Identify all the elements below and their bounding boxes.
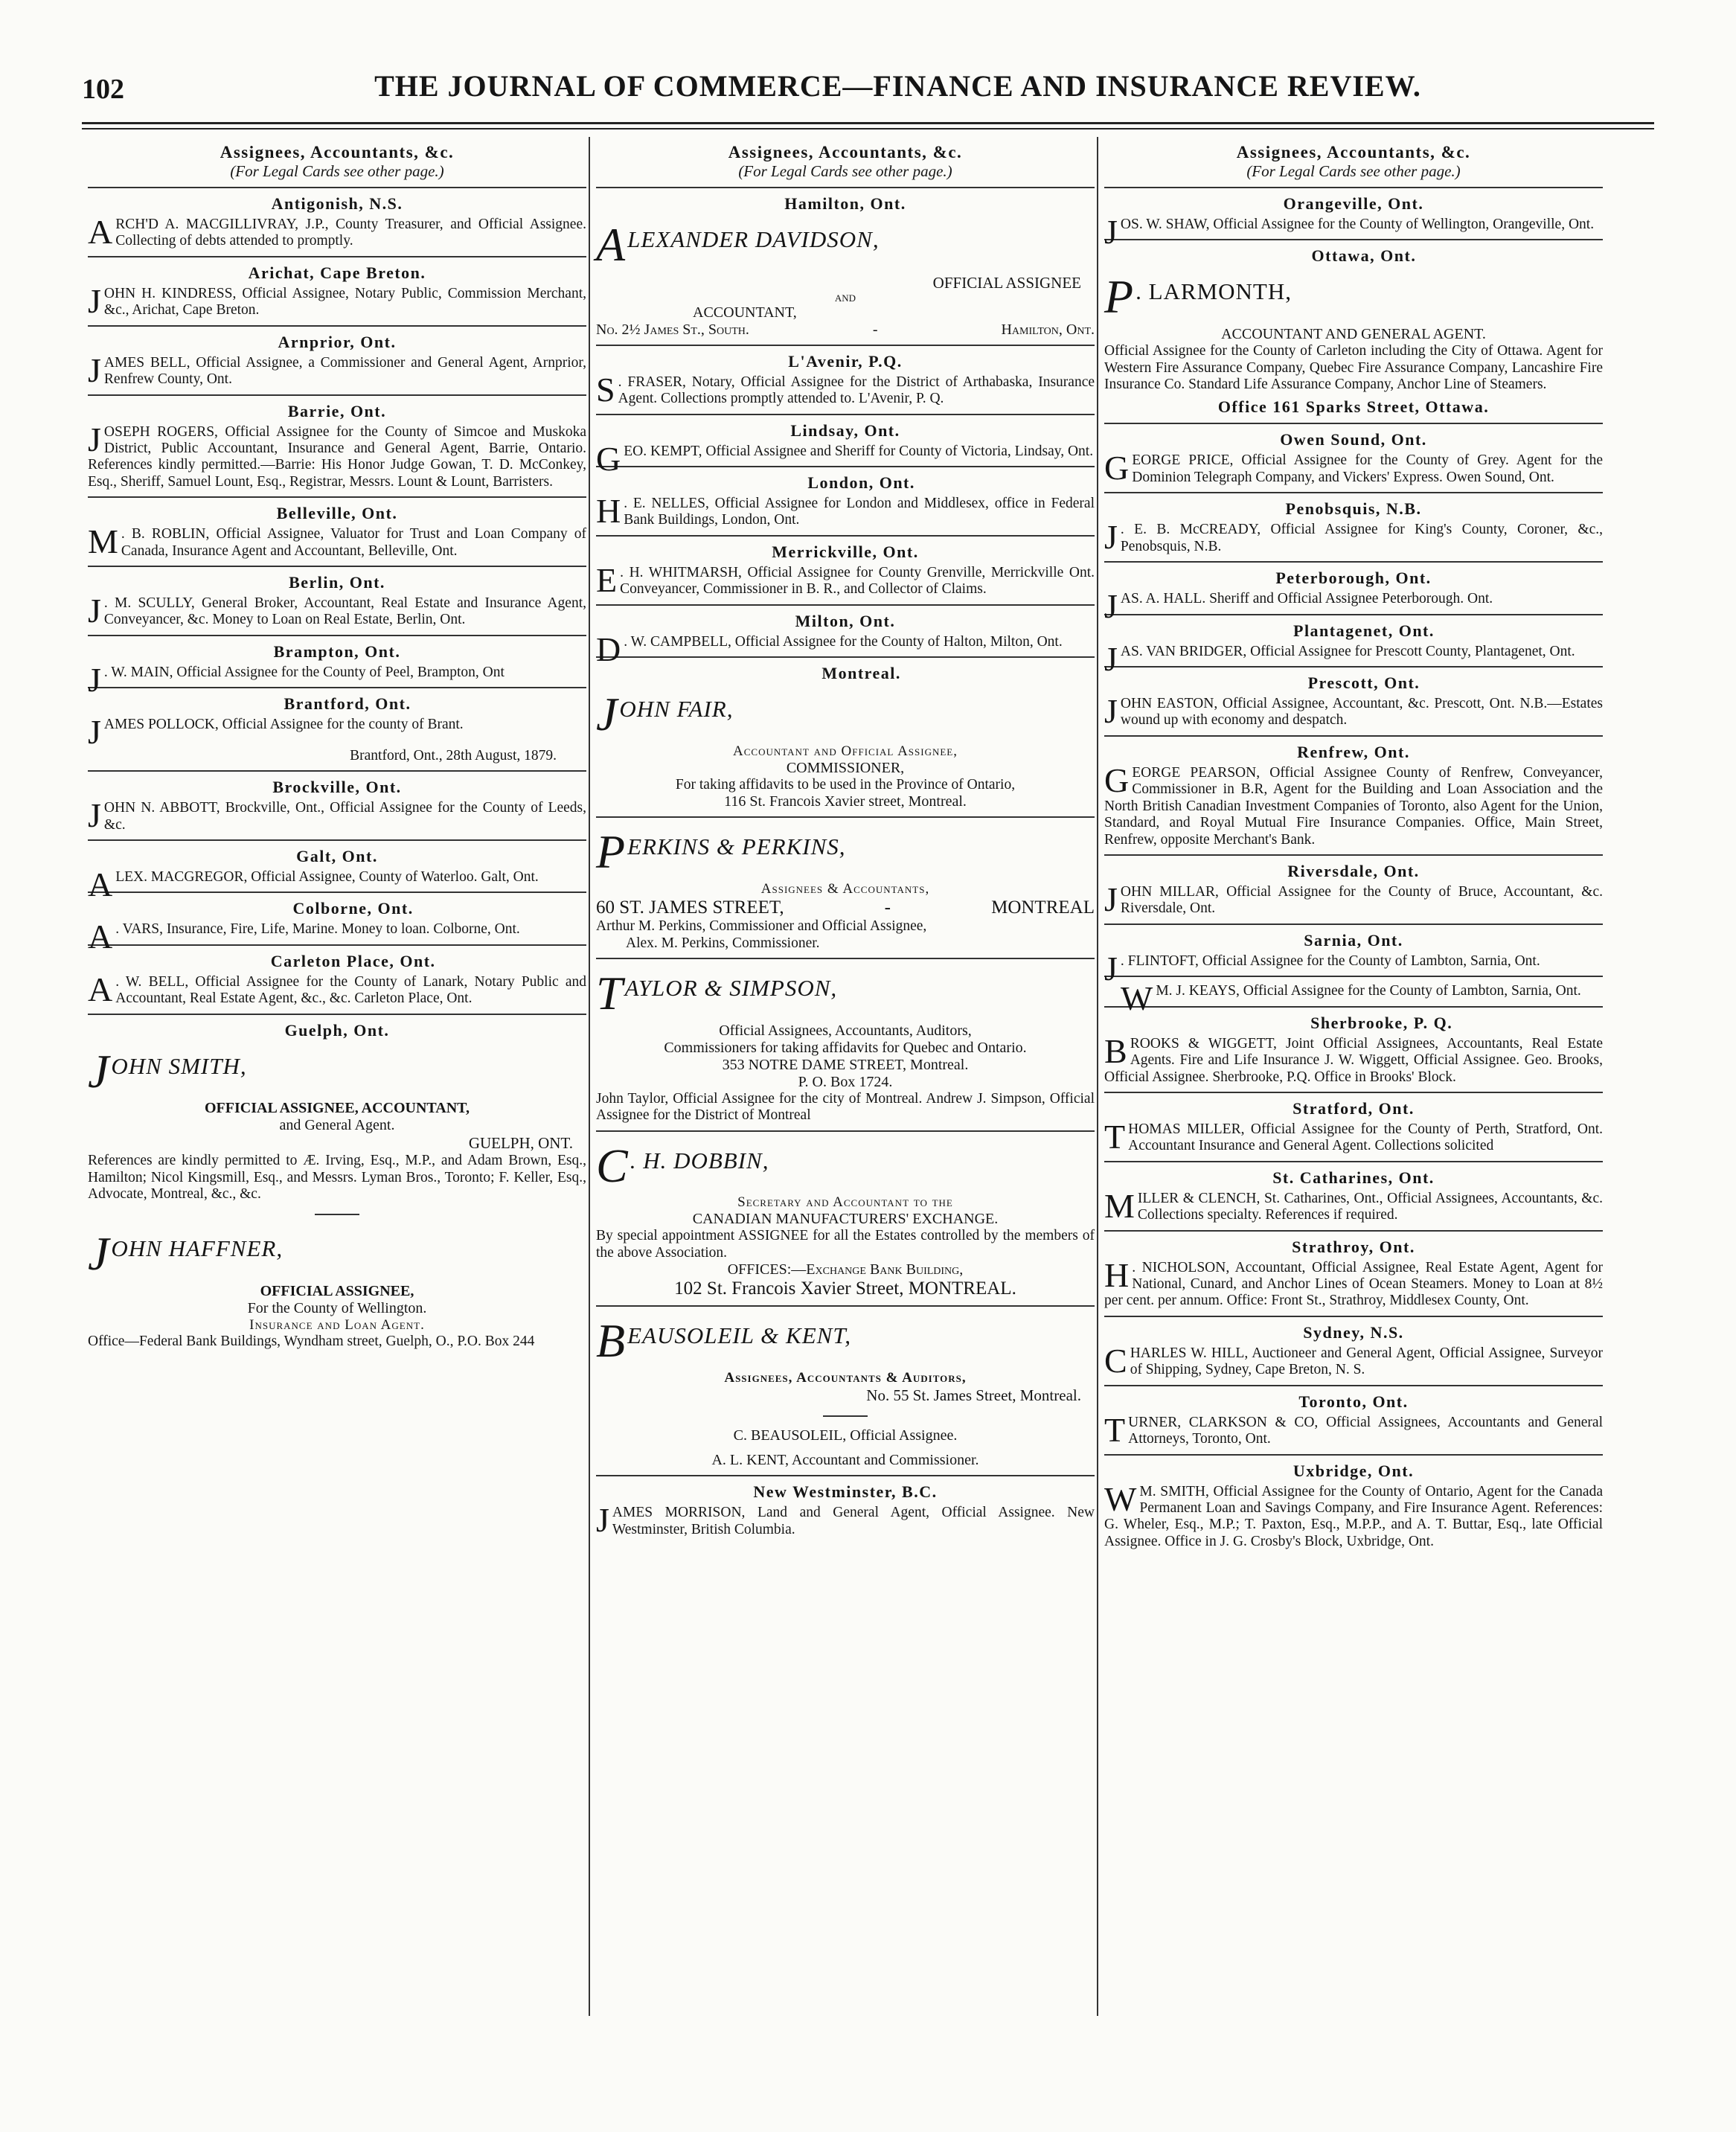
card-text: OHN EASTON, Official Assignee, Accountant, &c. Prescott, Ont. N.B.—Estates wound up with economy and despatch.: [1120, 696, 1603, 729]
card-name: [596, 217, 1095, 274]
rule: [1104, 492, 1603, 493]
initial-letter: A: [88, 865, 113, 903]
card-entry: [88, 865, 586, 903]
town-heading: Colborne, Ont.: [292, 899, 414, 918]
column-header: [83, 143, 591, 181]
initial-letter: P: [1104, 270, 1135, 324]
card-text: . E. B. McCREADY, Official Assignee for King's County, Coroner, &c., Penobsquis, N.B.: [1120, 522, 1603, 554]
rule: [1104, 1454, 1603, 1456]
town-heading: Uxbridge, Ont.: [1293, 1461, 1415, 1480]
card-entry: [596, 560, 1095, 599]
rule: [88, 496, 586, 498]
column-header-note: (For Legal Cards see other page.): [738, 162, 952, 180]
card-line: For the County of Wellington.: [247, 1299, 427, 1316]
card-text: ILLER & CLENCH, St. Catharines, Ont., Official Assignees, Accountants, &c. Collections specialty. References if required.: [1137, 1190, 1603, 1223]
card-text: AMES MORRISON, Land and General Agent, Official Assignee. New Westminster, British Columbia.: [612, 1505, 1095, 1537]
card-entry: [88, 713, 586, 764]
column-header: [1100, 143, 1607, 181]
card-text: HARLES W. HILL, Auctioneer and General Agent, Official Assignee, Surveyor of Shipping, Sydney, Cape Breton, N. S.: [1130, 1345, 1603, 1378]
initial-letter: C: [1104, 1341, 1127, 1380]
rule: [1104, 976, 1603, 977]
card-dateline: Brantford, Ont., 28th August, 1879.: [350, 747, 557, 764]
card-entry: [1104, 1341, 1603, 1380]
card-entry: [1104, 587, 1603, 626]
card-entry: [1104, 1479, 1603, 1551]
card-body: References are kindly permitted to Æ. Irving, Esq., M.P., and Adam Brown, Esq., Hamilton; Nicol Kingsmill, Esq., and Messrs. Lyman Bros., Toronto; F. Keller, Esq., Advocate, Montreal, &c., &c.: [88, 1153, 586, 1203]
rule: [1104, 735, 1603, 737]
card-name-text: . LARMONTH,: [1136, 278, 1293, 305]
card-address: [596, 897, 1095, 918]
rule: [1104, 187, 1603, 188]
card-text: . E. NELLES, Official Assignee for London and Middlesex, office in Federal Bank Buildings, London, Ont.: [624, 496, 1095, 528]
rule: [596, 187, 1095, 188]
card-line: ACCOUNTANT,: [693, 304, 797, 321]
initial-letter: B: [596, 1314, 627, 1368]
initial-letter: J: [1104, 692, 1118, 731]
town-heading: Arnprior, Ont.: [278, 332, 397, 351]
card-entry: [1104, 979, 1603, 1018]
card-line: and General Agent.: [279, 1117, 395, 1134]
card-entry: [1104, 761, 1603, 848]
rule: [596, 535, 1095, 537]
initial-letter: G: [1104, 761, 1130, 799]
card-address: [596, 321, 1095, 339]
card-entry: [596, 492, 1095, 531]
card-line: A. L. KENT, Accountant and Commissioner.: [711, 1452, 979, 1469]
rule: [88, 635, 586, 636]
card-body: John Taylor, Official Assignee for the city of Montreal. Andrew J. Simpson, Official Assignee for the District of Montreal: [596, 1090, 1095, 1124]
card-name-text: OHN FAIR,: [619, 696, 734, 723]
rule: [596, 1475, 1095, 1476]
initial-letter: C: [596, 1139, 629, 1192]
card-line: OFFICIAL ASSIGNEE,: [260, 1282, 414, 1299]
column-header-title: Assignees, Accountants, &c.: [1236, 143, 1471, 161]
rule: [1104, 923, 1603, 925]
town-heading: Stratford, Ont.: [1293, 1098, 1415, 1118]
card-text: . M. SCULLY, General Broker, Accountant, Real Estate and Insurance Agent, Conveyancer, &c. Money to Loan on Real Estate, Berlin, Ont.: [103, 595, 586, 628]
initial-letter: B: [1104, 1031, 1127, 1070]
initial-letter: J: [1104, 949, 1118, 987]
card-line: COMMISSIONER,: [786, 759, 905, 776]
initial-letter: J: [88, 796, 101, 835]
card-entry: [1104, 692, 1603, 731]
card-line: Insurance and Loan Agent.: [249, 1316, 425, 1333]
card-text: EO. KEMPT, Official Assignee and Sheriff for County of Victoria, Lindsay, Ont.: [624, 443, 1094, 459]
town-heading: Ottawa, Ont.: [1311, 246, 1417, 266]
card-entry: [88, 350, 586, 389]
card-text: EORGE PEARSON, Official Assignee County of Renfrew, Conveyancer, Commissioner in B.R, Agent for the Building and Loan Association and the North British Canadian Investment Companies of Toronto, also Agent for the Union, Standard, and Royal Mutual Fire Insurance Companies. Office, Main Street, Renfrew, opposite Merchant's Bank.: [1104, 764, 1603, 848]
rule: [88, 891, 586, 893]
card-entry: [88, 420, 586, 491]
rule: [88, 256, 586, 257]
card-entry: [88, 796, 586, 835]
card-entry: [88, 213, 586, 251]
card-line: Commissioners for taking affidavits for Quebec and Ontario.: [664, 1039, 1027, 1056]
initial-letter: J: [88, 1044, 110, 1098]
column-header-note: (For Legal Cards see other page.): [230, 162, 444, 180]
card-entry: [596, 370, 1095, 409]
card-name: [596, 1313, 1095, 1370]
header-rule: [82, 122, 1654, 124]
rule: [596, 656, 1095, 658]
town-heading: Strathroy, Ont.: [1292, 1237, 1415, 1256]
card-text: EORGE PRICE, Official Assignee for the County of Grey. Agent for the Dominion Telegraph Company, and Vickers' Express. Owen Sound, Ont.: [1132, 452, 1603, 485]
card-entry: [88, 281, 586, 320]
card-entry: [1104, 213, 1603, 251]
town-heading: Montreal.: [821, 664, 901, 683]
town-heading: Brampton, Ont.: [273, 641, 401, 661]
card-line: AND: [834, 292, 856, 304]
town-heading: Sydney, N.S.: [1303, 1322, 1404, 1342]
card-name-text: LEXANDER DAVIDSON,: [627, 226, 880, 252]
town-heading: Arichat, Cape Breton.: [248, 263, 426, 282]
initial-letter: J: [88, 713, 101, 752]
card-entry: [88, 970, 586, 1008]
display-card: [596, 965, 1095, 1124]
initial-letter: J: [88, 350, 101, 389]
card-line: OFFICIAL ASSIGNEE, ACCOUNTANT,: [205, 1100, 470, 1117]
card-entry: [1104, 1255, 1603, 1310]
card-name: [1104, 269, 1603, 326]
initial-letter: J: [1104, 639, 1118, 678]
display-card: [88, 1043, 586, 1203]
rule: [88, 566, 586, 567]
rule: [1104, 1316, 1603, 1317]
card-line: C. BEAUSOLEIL, Official Assignee.: [733, 1427, 958, 1444]
rule: [1104, 1230, 1603, 1232]
town-heading: Plantagenet, Ont.: [1293, 621, 1435, 640]
card-address-separator: -: [884, 897, 891, 918]
card-entry: [1104, 639, 1603, 678]
card-text: . FLINTOFT, Official Assignee for the County of Lambton, Sarnia, Ont.: [1120, 953, 1540, 969]
initial-letter: A: [596, 218, 627, 271]
card-text: OS. W. SHAW, Official Assignee for the County of Wellington, Orangeville, Ont.: [1120, 217, 1595, 232]
card-line: 102 St. Francois Xavier Street, MONTREAL.: [674, 1278, 1016, 1299]
card-name: [596, 965, 1095, 1022]
card-entry: [1104, 1410, 1603, 1449]
card-name: [88, 1043, 586, 1101]
town-heading: Carleton Place, Ont.: [270, 951, 436, 970]
card-text: OSEPH ROGERS, Official Assignee for the County of Simcoe and Muskoka District, Public Accountant, Insurance and General Agent, Barrie, Ontario. References kindly permitted.—Barrie: His Honor Judge Gowan, T. D. McConkey, Esq., Sheriff, Samuel Lount, Esq., Registrar, Messrs. Lount & Lount, Barristers.: [88, 423, 586, 490]
town-heading: Galt, Ont.: [296, 846, 378, 865]
town-heading: Guelph, Ont.: [284, 1020, 390, 1040]
card-entry: [1104, 1117, 1603, 1156]
town-heading: Milton, Ont.: [795, 611, 896, 630]
display-card: [596, 824, 1095, 952]
card-line: 116 St. Francois Xavier street, Montreal.: [724, 793, 967, 810]
rule: [1104, 1006, 1603, 1008]
initial-letter: G: [1104, 449, 1130, 487]
initial-letter: J: [1104, 587, 1118, 626]
card-name-text: ERKINS & PERKINS,: [627, 833, 846, 860]
town-heading: Renfrew, Ont.: [1297, 742, 1410, 761]
column-3: [1100, 137, 1607, 1555]
town-heading: Hamilton, Ont.: [784, 194, 906, 213]
card-text: OHN MILLAR, Official Assignee for the County of Bruce, Accountant, &c. Riversdale, Ont.: [1120, 883, 1603, 917]
card-entry: [88, 918, 586, 956]
town-heading: London, Ont.: [807, 473, 915, 493]
display-card: [596, 217, 1095, 339]
display-card: [596, 1313, 1095, 1469]
card-text: . W. BELL, Official Assignee for the County of Lanark, Notary Public and Accountant, Real Estate Agent, &c., &c. Carleton Place, Ont.: [115, 973, 586, 1007]
card-text: OHN H. KINDRESS, Official Assignee, Notary Public, Commission Merchant, &c., Arichat, Cape Breton.: [103, 285, 586, 318]
card-entry: [596, 1501, 1095, 1540]
initial-letter: J: [88, 1226, 110, 1280]
rule: [596, 1305, 1095, 1307]
card-text: HOMAS MILLER, Official Assignee for the County of Perth, Stratford, Ont. Accountant Insurance and General Agent. Collections solicited: [1128, 1121, 1603, 1154]
rule: [1104, 1385, 1603, 1386]
initial-letter: T: [1104, 1117, 1126, 1156]
initial-letter: T: [596, 967, 624, 1020]
initial-letter: D: [596, 630, 621, 668]
column-header-note: (For Legal Cards see other page.): [1246, 162, 1461, 180]
rule: [88, 770, 586, 772]
card-text: RCH'D A. MACGILLIVRAY, J.P., County Treasurer, and Official Assignee. Collecting of debts attended to promptly.: [115, 217, 586, 249]
town-heading: Barrie, Ont.: [287, 401, 387, 420]
rule: [596, 345, 1095, 346]
running-head: THE JOURNAL OF COMMERCE—FINANCE AND INSURANCE REVIEW.: [374, 69, 1421, 103]
card-name-text: . H. DOBBIN,: [630, 1147, 769, 1174]
rule: [1104, 561, 1603, 563]
card-line: Secretary and Accountant to the: [737, 1194, 953, 1211]
card-line: OFFICIAL ASSIGNEE: [932, 273, 1081, 292]
card-entry: [596, 630, 1095, 668]
card-line: For taking affidavits to be used in the Province of Ontario,: [675, 776, 1016, 793]
initial-letter: J: [1104, 880, 1118, 918]
card-text: . W. CAMPBELL, Official Assignee for the County of Halton, Milton, Ont.: [624, 633, 1063, 650]
town-heading: L'Avenir, P.Q.: [788, 351, 903, 371]
card-name: [596, 686, 1095, 743]
initial-letter: M: [88, 522, 118, 561]
rule: [1104, 614, 1603, 615]
card-address-left: No. 2½ James St., South.: [596, 321, 749, 338]
town-heading: Orangeville, Ont.: [1283, 194, 1424, 213]
card-body: Official Assignee for the County of Carleton including the City of Ottawa. Agent for Western Fire Assurance Company, Quebec Fire Assurance Company, Lancashire Fire Insurance Co. Standard Life Assurance Company, Anchor Line of Steamers.: [1104, 343, 1603, 393]
rule: [1104, 666, 1603, 668]
card-text: AS. VAN BRIDGER, Official Assignee for Prescott County, Plantagenet, Ont.: [1120, 643, 1575, 659]
rule: [1104, 423, 1603, 424]
card-text: . VARS, Insurance, Fire, Life, Marine. Money to loan. Colborne, Ont.: [115, 921, 520, 938]
rule: [88, 187, 586, 188]
rule: [596, 604, 1095, 606]
card-text: . B. ROBLIN, Official Assignee, Valuator for Trust and Loan Company of Canada, Insurance Agent and Accountant, Belleville, Ont.: [121, 526, 586, 559]
rule: [596, 1130, 1095, 1132]
card-line: Assignees, Accountants & Auditors,: [724, 1370, 967, 1386]
card-text: LEX. MACGREGOR, Official Assignee, County of Waterloo. Galt, Ont.: [115, 868, 539, 885]
town-heading: Lindsay, Ont.: [790, 420, 900, 440]
initial-letter: A: [88, 918, 113, 956]
rule: [1104, 239, 1603, 240]
town-heading: Prescott, Ont.: [1307, 673, 1420, 693]
card-entry: [1104, 449, 1603, 487]
card-name-text: AYLOR & SIMPSON,: [624, 975, 838, 1002]
town-heading: Toronto, Ont.: [1298, 1392, 1409, 1411]
town-heading: Penobsquis, N.B.: [1285, 499, 1422, 519]
card-text: . FRASER, Notary, Official Assignee for the District of Arthabaska, Insurance Agent. Collections promptly attended to. L'Avenir, P. Q.: [618, 374, 1095, 407]
initial-letter: A: [88, 970, 113, 1008]
card-line: No. 55 St. James Street, Montreal.: [866, 1386, 1081, 1405]
initial-letter: A: [88, 213, 113, 251]
rule: [88, 687, 586, 688]
card-line: 353 NOTRE DAME STREET, Montreal.: [722, 1056, 969, 1073]
town-heading: Peterborough, Ont.: [1275, 569, 1432, 588]
rule: [1104, 1092, 1603, 1093]
rule: [823, 1415, 868, 1417]
initial-letter: W: [1104, 1479, 1137, 1518]
card-name-text: OHN HAFFNER,: [111, 1235, 284, 1261]
card-entry: [88, 592, 586, 630]
card-entry: [88, 660, 586, 699]
initial-letter: J: [1104, 213, 1118, 251]
display-card: [1104, 269, 1603, 393]
initial-letter: G: [596, 439, 621, 478]
rule: [596, 816, 1095, 818]
rule: [88, 839, 586, 841]
card-address-left: 60 ST. JAMES STREET,: [596, 897, 784, 918]
display-card: [88, 1226, 586, 1350]
card-line: GUELPH, ONT.: [468, 1134, 573, 1153]
card-name-text: EAUSOLEIL & KENT,: [627, 1322, 852, 1349]
initial-letter: J: [88, 420, 101, 458]
town-heading: Belleville, Ont.: [276, 504, 398, 523]
card-line: CANADIAN MANUFACTURERS' EXCHANGE.: [692, 1211, 999, 1228]
card-line: OFFICES:—Exchange Bank Building,: [727, 1261, 964, 1278]
card-entry: [1104, 518, 1603, 557]
town-heading: Merrickville, Ont.: [772, 542, 919, 561]
card-text: AS. A. HALL. Sheriff and Official Assignee Peterborough. Ont.: [1120, 591, 1493, 607]
office-line: Office 161 Sparks Street, Ottawa.: [1217, 397, 1490, 417]
card-entry: [1104, 880, 1603, 918]
initial-letter: M: [1104, 1186, 1135, 1225]
card-address-right: Hamilton, Ont.: [1001, 321, 1095, 338]
rule: [88, 1014, 586, 1015]
town-heading: Brantford, Ont.: [284, 694, 411, 714]
card-text: ROOKS & WIGGETT, Joint Official Assignees, Accountants, Real Estate Agents. Fire and Life Insurance J. W. Wiggett, Official Assignee. Geo. Brooks, Official Assignee. Sherbrooke, P.Q. Office in Brooks' Block.: [1104, 1035, 1603, 1085]
rule: [596, 414, 1095, 415]
card-name: [88, 1226, 586, 1283]
card-address-right: MONTREAL: [991, 897, 1095, 918]
card-line: ACCOUNTANT AND GENERAL AGENT.: [1221, 326, 1486, 343]
initial-letter: W: [1120, 979, 1153, 1018]
card-name-text: OHN SMITH,: [111, 1052, 247, 1079]
town-heading: Antigonish, N.S.: [271, 194, 403, 213]
town-heading: Sherbrooke, P. Q.: [1310, 1013, 1453, 1032]
card-line: P. O. Box 1724.: [798, 1073, 893, 1090]
initial-letter: S: [596, 370, 615, 409]
card-address-separator: -: [872, 321, 878, 338]
card-name: [596, 824, 1095, 881]
card-text: URNER, CLARKSON & CO, Official Assignees, Accountants and General Attorneys, Toronto, Ont.: [1128, 1414, 1603, 1447]
card-line: Official Assignees, Accountants, Auditors,: [719, 1022, 972, 1039]
town-heading: St. Catharines, Ont.: [1272, 1168, 1435, 1187]
page-number: 102: [82, 74, 124, 105]
column-2: [592, 137, 1099, 1543]
initial-letter: J: [88, 281, 101, 320]
header-rule-2: [82, 128, 1654, 129]
town-heading: New Westminster, B.C.: [753, 1482, 938, 1502]
rule: [88, 944, 586, 946]
card-text: . W. MAIN, Official Assignee for the County of Peel, Brampton, Ont: [103, 664, 505, 680]
card-line: Arthur M. Perkins, Commissioner and Official Assignee,: [596, 918, 927, 935]
card-name: [596, 1138, 1095, 1195]
card-entry: [1104, 1186, 1603, 1225]
initial-letter: H: [596, 492, 621, 531]
initial-letter: J: [88, 592, 101, 630]
card-text: AMES BELL, Official Assignee, a Commissioner and General Agent, Arnprior, Renfrew County, Ont.: [103, 354, 586, 388]
town-heading: Berlin, Ont.: [289, 573, 385, 592]
card-text: M. J. KEAYS, Official Assignee for the County of Lambton, Sarnia, Ont.: [1156, 983, 1581, 999]
initial-letter: H: [1104, 1255, 1130, 1294]
card-line: Assignees & Accountants,: [760, 881, 930, 897]
card-line: Accountant and Official Assignee,: [733, 743, 958, 759]
initial-letter: J: [1104, 518, 1118, 557]
rule: [315, 1214, 359, 1215]
card-text: OHN N. ABBOTT, Brockville, Ont., Official Assignee for the County of Leeds, &c.: [103, 800, 586, 833]
column-header-title: Assignees, Accountants, &c.: [728, 143, 963, 161]
rule: [1104, 854, 1603, 856]
card-line: Alex. M. Perkins, Commissioner.: [626, 935, 820, 951]
initial-letter: T: [1104, 1410, 1126, 1449]
display-card: [596, 1138, 1095, 1300]
rule: [596, 958, 1095, 959]
initial-letter: J: [596, 688, 618, 741]
town-heading: Riversdale, Ont.: [1287, 861, 1420, 880]
card-text: . H. WHITMARSH, Official Assignee for County Grenville, Merrickville Ont. Conveyancer, Commissioner in B. R., and Collector of Claims.: [620, 564, 1095, 598]
column-1: [83, 137, 591, 1354]
initial-letter: P: [596, 825, 627, 879]
card-entry: [596, 439, 1095, 478]
column-header-title: Assignees, Accountants, &c.: [220, 143, 455, 161]
rule: [88, 325, 586, 327]
card-body: Office—Federal Bank Buildings, Wyndham street, Guelph, O., P.O. Box 244: [88, 1333, 535, 1349]
column-header: [592, 143, 1099, 181]
town-heading: Brockville, Ont.: [272, 778, 402, 797]
card-entry: [1104, 949, 1603, 987]
initial-letter: J: [596, 1501, 609, 1540]
card-body: By special appointment ASSIGNEE for all the Estates controlled by the members of the above Association.: [596, 1228, 1095, 1261]
display-card: [596, 686, 1095, 810]
card-entry: [1104, 1031, 1603, 1086]
card-text: M. SMITH, Official Assignee for the County of Ontario, Agent for the Canada Permanent Loan and Savings Company, and Fire Insurance Agent. References: G. Wheler, Esq., M.P.; T. Paxton, Esq., M.P.P., and A. T. Buttar, Esq., late Official Assignee. Office in J. G. Crosby's Block, Uxbridge, Ont.: [1104, 1483, 1603, 1549]
initial-letter: E: [596, 560, 618, 599]
card-text: AMES POLLOCK, Official Assignee for the county of Brant.: [103, 717, 464, 733]
initial-letter: J: [88, 660, 101, 699]
town-heading: Sarnia, Ont.: [1304, 930, 1403, 950]
town-heading: Owen Sound, Ont.: [1280, 430, 1427, 449]
rule: [596, 466, 1095, 467]
card-entry: [88, 522, 586, 561]
card-text: . NICHOLSON, Accountant, Official Assignee, Real Estate Agent, Agent for National, Cunard, and Anchor Lines of Ocean Steamers. Money to Loan at 8½ per cent. per annum. Office: Front St., Strathroy, Middlesex County, Ont.: [1104, 1259, 1603, 1309]
rule: [88, 394, 586, 396]
rule: [1104, 1161, 1603, 1162]
